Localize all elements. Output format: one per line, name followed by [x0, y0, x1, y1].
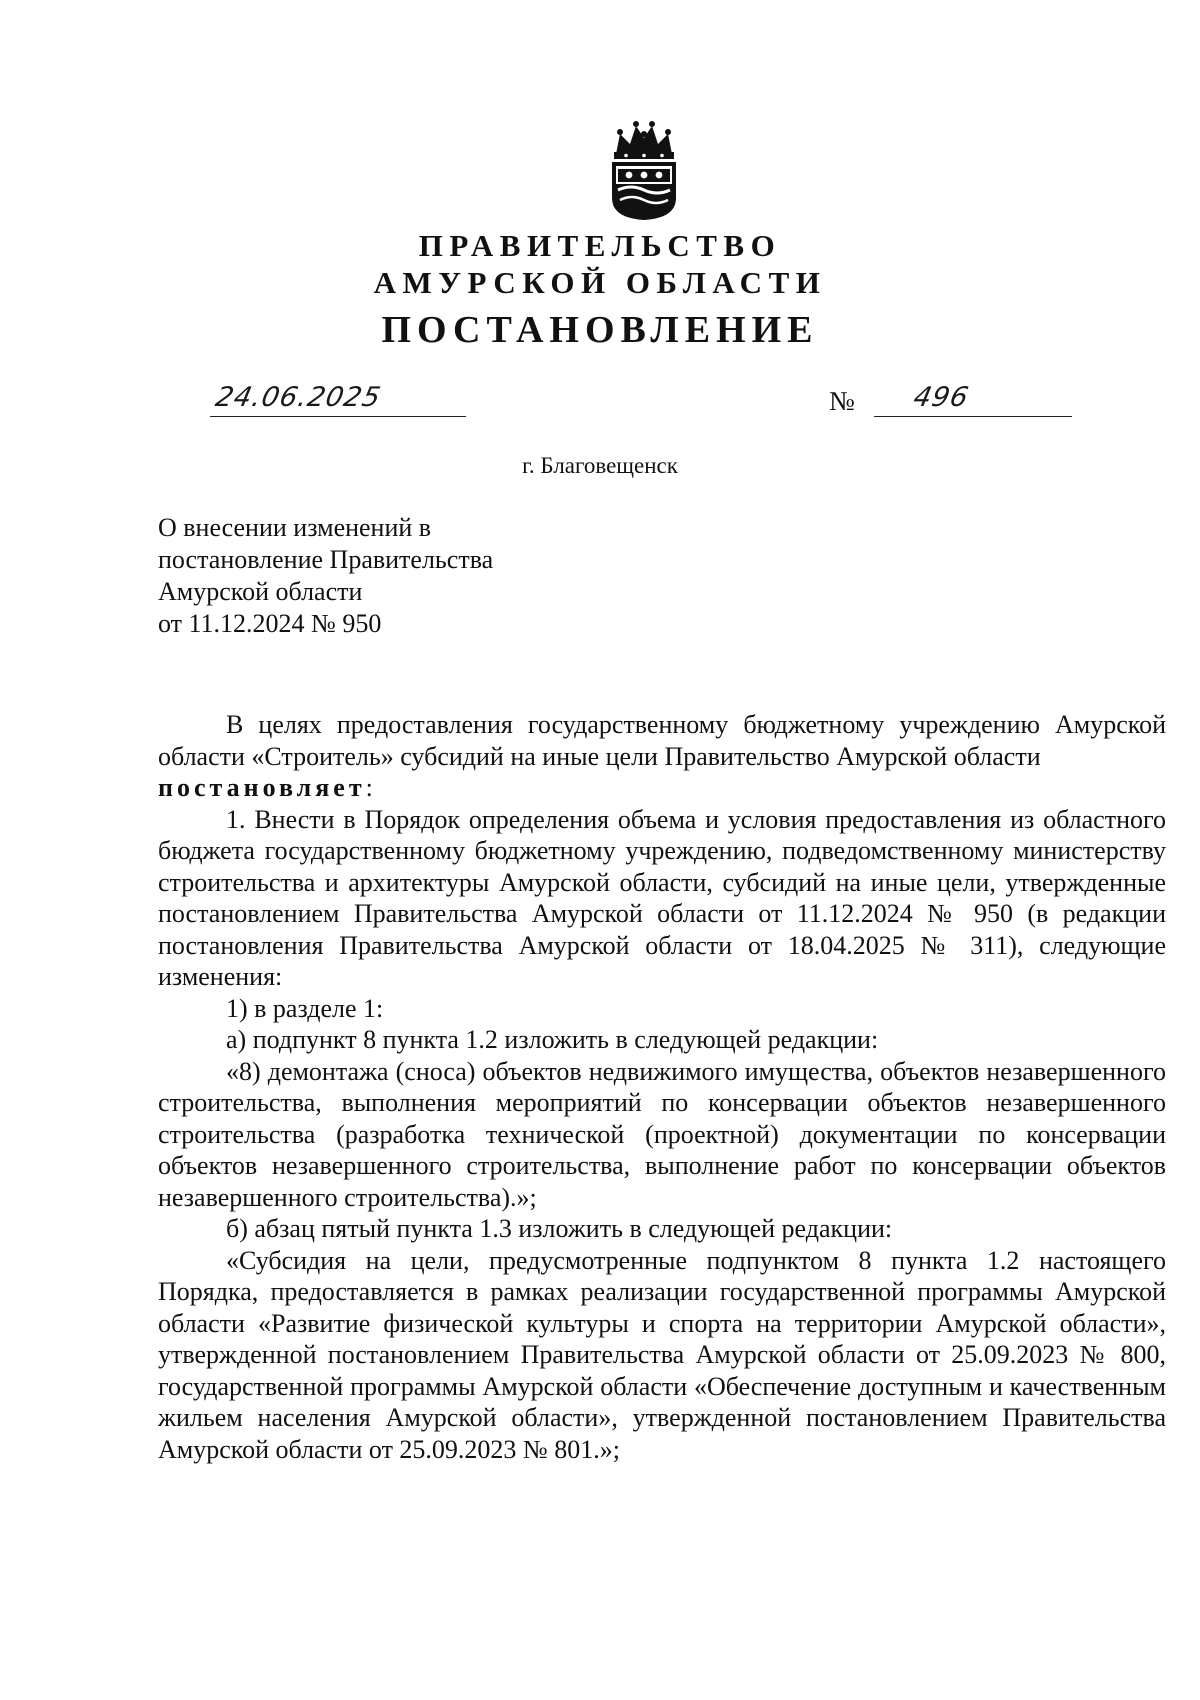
document-date-field — [210, 382, 466, 417]
subject-line: О внесении изменений в — [158, 513, 432, 542]
body-paragraph: а) подпункт 8 пункта 1.2 изложить в следующей редакции: — [226, 1025, 879, 1054]
body-paragraph: «Субсидия на цели, предусмотренные подпунктом 8 пункта 1.2 настоящего Порядка, предоставляется в рамках реализации государственной программы Амурской области «Развитие физической культуры и спорта на территории Амурской области», утвержденной постановлением Правительства Амурской области от 25.09.2023 № 800, государственной программы Амурской области «Обеспечение доступным и качественным жильем населения Амурской области», утвержденной постановлением Правительства Амурской области от 25.09.2023 № 801.»; — [158, 1245, 1166, 1464]
document-subject — [158, 512, 493, 640]
organization-name-line2: АМУРСКОЙ ОБЛАСТИ — [373, 265, 827, 300]
resolves-colon: : — [365, 773, 373, 802]
body-paragraph: «8) демонтажа (сноса) объектов недвижимого имущества, объектов незавершенного строительства, выполнения мероприятий по консервации объектов незавершенного строительства (разработка технической (проектной) документации по консервации объектов незавершенного строительства, выполнение работ по консервации объектов незавершенного строительства).»; — [158, 1056, 1166, 1212]
organization-name-line1: ПРАВИТЕЛЬСТВО — [418, 228, 782, 263]
body-paragraph: б) абзац пятый пункта 1.3 изложить в следующей редакции: — [226, 1214, 893, 1243]
body-paragraph: 1) в разделе 1: — [226, 993, 384, 1023]
preamble-paragraph: В целях предоставления государственному бюджетному учреждению Амурской области «Строитель» субсидий на иные цели Правительство Амурской области — [158, 710, 1166, 771]
document-date: 24.06.2025 — [212, 382, 384, 413]
body-paragraph: 1. Внести в Порядок определения объема и условия предоставления из областного бюджета государственному бюджетному учреждению, подведомственному министерству строительства и архитектуры Амурской области, субсидий на иные цели, утвержденные постановлением Правительства Амурской области от 11.12.2024 № 950 (в редакции постановления Правительства Амурской области от 18.04.2025 № 311), следующие изменения: — [158, 804, 1166, 991]
document-number-field — [874, 382, 1072, 417]
city-name: г. Благовещенск — [522, 453, 678, 478]
document-body — [158, 709, 1166, 1465]
subject-line: Амурской области — [158, 577, 363, 606]
number-sign: № — [829, 386, 855, 416]
coat-of-arms-icon — [602, 120, 686, 222]
resolves-line — [158, 772, 1166, 804]
subject-line: от 11.12.2024 № 950 — [158, 609, 382, 638]
resolves-word: постановляет — [158, 773, 366, 802]
document-number: 496 — [910, 382, 972, 413]
subject-line: постановление Правительства — [158, 545, 494, 574]
document-type-title: ПОСТАНОВЛЕНИЕ — [381, 309, 819, 351]
